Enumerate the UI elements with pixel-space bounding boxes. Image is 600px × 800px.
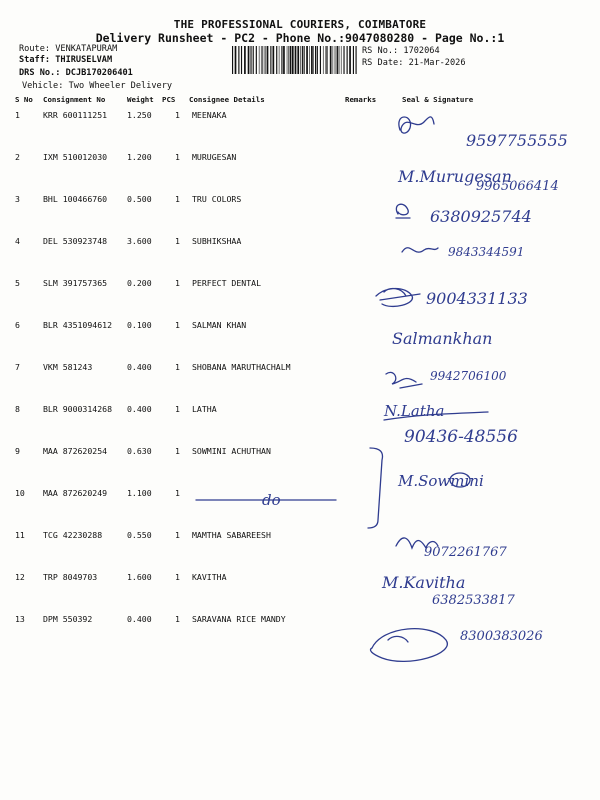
table-row — [0, 152, 600, 170]
barcode-bar — [304, 46, 305, 74]
barcode-bar — [309, 46, 310, 74]
row-consignment: DPM 550392 — [43, 614, 93, 624]
barcode-bar — [347, 46, 348, 74]
vehicle-value: Two Wheeler Delivery — [68, 81, 173, 91]
handwriting-name: M.Murugesan — [398, 167, 512, 186]
row-weight: 0.200 — [127, 278, 152, 288]
handwriting-name: Salmankhan — [392, 329, 493, 348]
rs-date-value: 21-Mar-2026 — [408, 58, 466, 68]
vehicle-label: Vehicle: — [22, 81, 64, 91]
barcode-bar — [262, 46, 263, 74]
row-consignee: LATHA — [192, 404, 217, 414]
table-row — [0, 404, 600, 422]
rs-date-line — [362, 58, 466, 69]
row-sno: 3 — [15, 194, 20, 204]
barcode-bar — [330, 46, 332, 74]
row-pcs: 1 — [175, 488, 180, 498]
row-weight: 0.400 — [127, 362, 152, 372]
row-consignee: MURUGESAN — [192, 152, 237, 162]
rs-no-label: RS No.: — [362, 46, 399, 56]
barcode-bar — [311, 46, 313, 74]
barcode-bar — [313, 46, 314, 74]
barcode-bar — [256, 46, 257, 74]
route-line — [19, 44, 117, 55]
barcode-bar — [317, 46, 318, 74]
row-pcs: 1 — [175, 110, 180, 120]
row-sno: 4 — [15, 236, 20, 246]
barcode-bar — [300, 46, 301, 74]
col-consignment: Consignment No — [43, 95, 106, 104]
barcode-bar — [241, 46, 242, 74]
barcode-bar — [336, 46, 337, 74]
row-sno: 11 — [15, 530, 25, 540]
row-weight: 1.600 — [127, 572, 152, 582]
barcode-bar — [281, 46, 282, 74]
row-sno: 13 — [15, 614, 25, 624]
row-consignment: MAA 872620249 — [43, 488, 108, 498]
barcode-bar — [343, 46, 344, 74]
handwriting-phone: 9072261767 — [424, 545, 507, 560]
handwriting-name: M.Kavitha — [382, 573, 466, 592]
barcode-bar — [356, 46, 357, 74]
row-consignment: DEL 530923748 — [43, 236, 108, 246]
barcode-bar — [335, 46, 336, 74]
barcode-bar — [290, 46, 292, 74]
row-consignment: MAA 872620254 — [43, 446, 108, 456]
barcode-bar — [267, 46, 269, 74]
barcode-bar — [306, 46, 308, 74]
row-consignment: BLR 9000314268 — [43, 404, 113, 414]
barcode-bar — [250, 46, 251, 74]
barcode-bar — [341, 46, 342, 74]
barcode-bar — [323, 46, 324, 74]
staff-value: THIRUSELVAM — [55, 55, 113, 65]
barcode-bar — [292, 46, 294, 74]
row-consignment: TCG 42230288 — [43, 530, 103, 540]
row-weight: 0.400 — [127, 614, 152, 624]
staff-line — [19, 55, 112, 66]
row-weight: 0.400 — [127, 404, 152, 414]
row-consignee: KAVITHA — [192, 572, 227, 582]
barcode-bar — [337, 46, 338, 74]
rs-no-value: 1702064 — [403, 46, 440, 56]
table-row — [0, 278, 600, 296]
barcode-bar — [279, 46, 280, 74]
row-consignee: SOWMINI ACHUTHAN — [192, 446, 271, 456]
col-remarks: Remarks — [345, 95, 377, 104]
drs-value: DCJB170206401 — [65, 68, 133, 78]
barcode-bar — [327, 46, 328, 74]
handwriting-phone: 90436-48556 — [404, 427, 518, 447]
row-consignee: PERFECT DENTAL — [192, 278, 262, 288]
route-label: Route: — [19, 44, 51, 54]
barcode-bar — [333, 46, 334, 74]
row-pcs: 1 — [175, 194, 180, 204]
table-row — [0, 446, 600, 464]
table-row — [0, 572, 600, 590]
row-consignee: MAMTHA SABAREESH — [192, 530, 271, 540]
barcode-bar — [283, 46, 285, 74]
handwriting-phone: 9004331133 — [426, 289, 528, 308]
row-weight: 3.600 — [127, 236, 152, 246]
staff-label: Staff: — [19, 55, 51, 65]
row-weight: 0.500 — [127, 194, 152, 204]
table-row — [0, 530, 600, 548]
drs-line — [19, 68, 133, 79]
handwriting-phone: 9597755555 — [466, 131, 568, 150]
barcode-bar — [297, 46, 299, 74]
barcode-bar — [248, 46, 250, 74]
barcode-bar — [264, 46, 265, 74]
row-consignee: SARAVANA RICE MANDY — [192, 614, 286, 624]
handwriting-name: M.Sowmini — [398, 472, 484, 490]
row-consignee: SHOBANA MARUTHACHALM — [192, 362, 291, 372]
row-consignment: BLR 4351094612 — [43, 320, 113, 330]
row-consignee: TRU COLORS — [192, 194, 242, 204]
row-consignment: VKM 581243 — [43, 362, 93, 372]
barcode-bar — [353, 46, 354, 74]
barcode-bar — [261, 46, 262, 74]
row-weight: 1.100 — [127, 488, 152, 498]
barcode-bar — [326, 46, 327, 74]
row-consignment: BHL 100466760 — [43, 194, 108, 204]
table-row — [0, 362, 600, 380]
company-name: THE PROFESSIONAL COURIERS, COIMBATORE — [173, 18, 427, 31]
ditto-mark: do — [262, 491, 281, 509]
barcode-bar — [270, 46, 271, 74]
barcode-bar — [259, 46, 260, 74]
table-row — [0, 320, 600, 338]
row-weight: 1.200 — [127, 152, 152, 162]
drs-label: DRS No.: — [19, 68, 61, 78]
signature-circle — [450, 473, 470, 487]
row-pcs: 1 — [175, 278, 180, 288]
runsheet-title: Delivery Runsheet - PC2 - Phone No.:9047080280 - Page No.:1 — [95, 31, 505, 45]
handwriting-phone: 6380925744 — [430, 207, 532, 226]
row-weight: 0.100 — [127, 320, 152, 330]
barcode-bar — [349, 46, 351, 74]
row-consignee: SUBHIKSHAA — [192, 236, 242, 246]
row-pcs: 1 — [175, 572, 180, 582]
row-pcs: 1 — [175, 320, 180, 330]
handwriting-phone: 9843344591 — [448, 245, 525, 259]
barcode-bar — [232, 46, 233, 74]
row-pcs: 1 — [175, 446, 180, 456]
barcode-bar — [295, 46, 297, 74]
row-pcs: 1 — [175, 152, 180, 162]
col-consignee: Consignee Details — [189, 95, 265, 104]
row-weight: 1.250 — [127, 110, 152, 120]
barcode-bar — [253, 46, 254, 74]
barcode-bar — [287, 46, 288, 74]
route-value: VENKATAPURAM — [55, 44, 118, 54]
barcode-bar — [265, 46, 266, 74]
barcode-bar — [276, 46, 277, 74]
col-weight: Weight — [127, 95, 154, 104]
row-consignment: SLM 391757365 — [43, 278, 108, 288]
row-consignment: TRP 8049703 — [43, 572, 98, 582]
row-weight: 0.630 — [127, 446, 152, 456]
row-pcs: 1 — [175, 530, 180, 540]
row-consignee: SALMAN KHAN — [192, 320, 247, 330]
handwriting-phone: 8300383026 — [460, 629, 543, 644]
handwriting-phone: 6382533817 — [432, 593, 515, 608]
vehicle-line — [22, 81, 172, 92]
barcode-bar — [320, 46, 321, 74]
row-pcs: 1 — [175, 236, 180, 246]
signature-scribble — [370, 629, 447, 662]
barcode-bar — [315, 46, 316, 74]
row-sno: 1 — [15, 110, 20, 120]
row-pcs: 1 — [175, 362, 180, 372]
handwriting-phone: 9942706100 — [430, 369, 507, 383]
col-pcs: PCS — [162, 95, 176, 104]
rs-date-label: RS Date: — [362, 58, 404, 68]
rs-no-line — [362, 46, 440, 57]
row-sno: 7 — [15, 362, 20, 372]
row-consignee: MEENAKA — [192, 110, 227, 120]
col-signature: Seal & Signature — [402, 95, 474, 104]
row-sno: 6 — [15, 320, 20, 330]
table-row — [0, 614, 600, 632]
row-sno: 12 — [15, 572, 25, 582]
row-pcs: 1 — [175, 614, 180, 624]
col-sno: S No — [15, 95, 33, 104]
row-weight: 0.550 — [127, 530, 152, 540]
handwriting-name: N.Latha — [384, 402, 445, 420]
barcode — [232, 46, 358, 74]
table-row — [0, 194, 600, 212]
barcode-bar — [302, 46, 303, 74]
handwriting-phone: 9965066414 — [476, 179, 559, 194]
row-pcs: 1 — [175, 404, 180, 414]
row-sno: 8 — [15, 404, 20, 414]
barcode-bar — [288, 46, 289, 74]
table-row — [0, 488, 600, 506]
row-consignment: KRR 600111251 — [43, 110, 108, 120]
barcode-bar — [235, 46, 237, 74]
table-row — [0, 110, 600, 128]
table-row — [0, 236, 600, 254]
row-sno: 5 — [15, 278, 20, 288]
row-sno: 10 — [15, 488, 25, 498]
row-sno: 2 — [15, 152, 20, 162]
barcode-bar — [238, 46, 239, 74]
row-sno: 9 — [15, 446, 20, 456]
table-header — [0, 95, 600, 107]
barcode-bar — [244, 46, 246, 74]
barcode-bar — [273, 46, 275, 74]
row-consignment: IXM 510012030 — [43, 152, 108, 162]
barcode-bar — [339, 46, 340, 74]
